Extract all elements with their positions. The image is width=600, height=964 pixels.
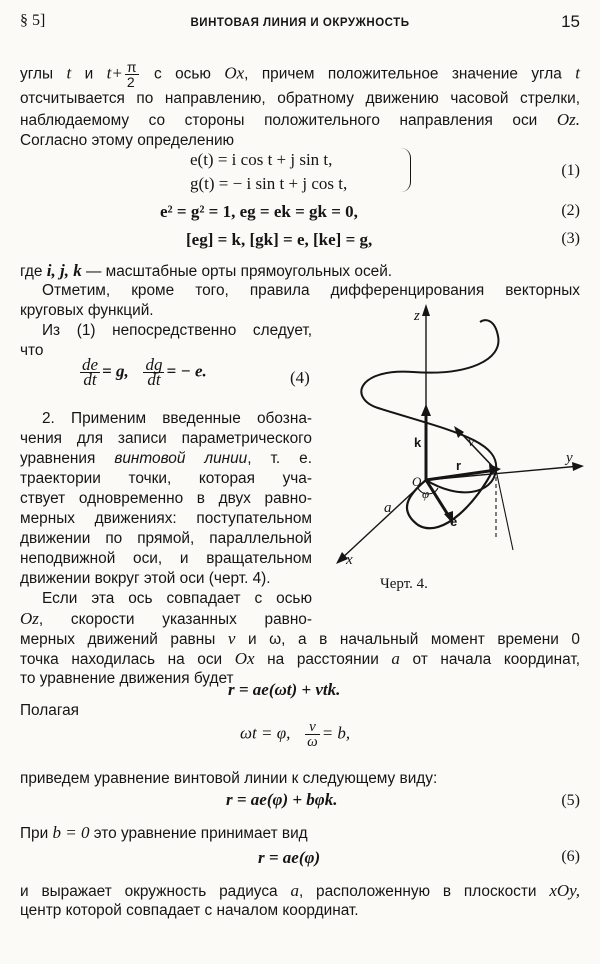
running-title: ВИНТОВАЯ ЛИНИЯ И ОКРУЖНОСТЬ — [190, 17, 410, 29]
p2-line-4: траектории точки, которая уча- — [20, 470, 312, 487]
p2-line-7: движении по прямой, параллельной — [20, 530, 312, 547]
tangent-line — [496, 470, 513, 550]
v-label: ν — [468, 435, 475, 450]
r-label: r — [456, 458, 462, 473]
page-number: 15 — [561, 12, 580, 31]
figure-caption: Черт. 4. — [380, 576, 428, 592]
equation-number-1: (1) — [561, 162, 580, 179]
equation-motion: r = ae(ωt) + vtk. — [228, 680, 341, 699]
text-polagaya: Полагая — [20, 702, 79, 719]
text-last-2: центр которой совпадает с началом координат. — [20, 902, 359, 919]
e-label: e — [450, 514, 458, 529]
p3-line-2: Oz, скорости указанных равно- — [20, 609, 312, 628]
text-line-3: наблюдаемому со стороны положительного направления оси Oz. — [20, 110, 580, 129]
k-label: k — [414, 435, 422, 450]
equation-number-3: (3) — [561, 230, 580, 247]
text-line-9: что — [20, 342, 44, 359]
p3-line-3: мерных движений равны v и ω, а в начальный момент времени 0 — [20, 629, 580, 648]
v-vector — [458, 430, 496, 470]
equation-number-4: (4) — [290, 368, 310, 387]
p3-line-4: точка находилась на оси Ox на расстоянии a от начала координат, — [20, 649, 580, 668]
equation-1b: g(t) = − i sin t + j cos t, — [190, 174, 348, 193]
p2-line-1: 2. Применим введенные обозна- — [42, 410, 312, 427]
text-line-5: где i, j, k — масштабные орты прямоугольных осей. — [20, 261, 393, 280]
equation-4: $\frac{de}{dt}$ = g, $\frac{dg}{dt}$ = − e. — [82, 355, 207, 389]
text-line-2: отсчитывается по направлению, обратному движению часовой стрелки, — [20, 90, 580, 107]
equation-number-6: (6) — [561, 848, 580, 865]
z-axis-arrow — [422, 304, 430, 316]
equation-5: r = ae(φ) + bφk. — [226, 790, 338, 809]
x-label: x — [346, 552, 353, 568]
text-line-6: Отметим, кроме того, правила дифференцирования векторных — [42, 282, 580, 299]
origin-label: O — [412, 474, 422, 489]
equation-2: e² = g² = 1, eg = ek = gk = 0, — [160, 202, 358, 221]
equation-number-2: (2) — [561, 202, 580, 219]
section-marker: § 5] — [20, 12, 46, 29]
equation-1a: e(t) = i cos t + j sin t, — [190, 150, 333, 169]
equation-6: r = ae(φ) — [258, 848, 321, 867]
helix-diagram — [318, 300, 588, 575]
p2-line-3: уравнения винтовой линии, т. е. — [20, 450, 312, 467]
text-privedem: приведем уравнение винтовой линии к следующему виду: — [20, 770, 438, 787]
p2-line-9: движении вокруг этой оси (черт. 4). — [20, 570, 271, 587]
text-last-1: и выражает окружность радиуса a, расположенную в плоскости xOy, — [20, 881, 581, 900]
p3-line-5: то уравнение движения будет — [20, 670, 234, 687]
p2-line-5: ствует одновременно в двух равно- — [20, 490, 312, 507]
equation-substitution: ωt = φ, $\frac{v}{\omega}$ = b, — [240, 719, 351, 750]
helix-curve — [361, 320, 498, 492]
equation-3: [eg] = k, [gk] = e, [ke] = g, — [186, 230, 373, 249]
p2-line-6: мерных движениях: поступательном — [20, 510, 312, 527]
equation-brace — [400, 148, 411, 192]
y-axis-arrow — [572, 462, 584, 471]
equation-number-5: (5) — [561, 792, 580, 809]
p2-line-8: неподвижной оси, и вращательном — [20, 550, 312, 567]
text-line-4: Согласно этому определению — [20, 132, 235, 149]
text-pri: При b = 0 это уравнение принимает вид — [20, 823, 308, 842]
y-label: y — [566, 450, 573, 466]
fraction-pi-over-2: $\frac{\pi}{2}$ — [126, 59, 137, 90]
text-line-7: круговых функций. — [20, 302, 154, 319]
p3-line-1: Если эта ось совпадает с осью — [42, 590, 312, 607]
text-line-8: Из (1) непосредственно следует, — [42, 322, 312, 339]
phi-label: φ — [422, 486, 430, 501]
a-label: a — [384, 500, 392, 516]
p2-line-2: чения для записи параметрического — [20, 430, 312, 447]
text-line-1: углы t и t+ $\frac{\pi}{2}$ с осью Ox, причем положительное значение угла t — [20, 59, 580, 90]
z-label: z — [414, 308, 420, 324]
